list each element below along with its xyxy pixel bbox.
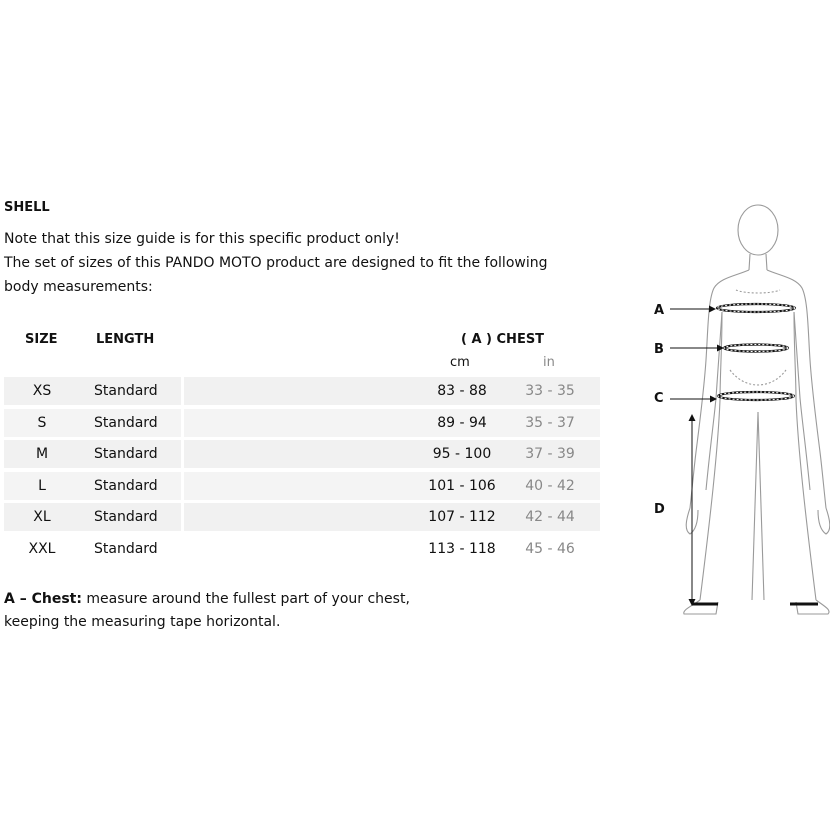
cell-in: 33 - 35 <box>525 383 575 399</box>
cell-length: Standard <box>94 509 158 525</box>
cell-size: L <box>38 477 46 494</box>
column-separator <box>181 440 184 468</box>
intro-line-1: Note that this size guide is for this specific product only! <box>4 231 400 247</box>
cell-in: 37 - 39 <box>525 446 575 462</box>
label-b: B <box>654 342 664 357</box>
label-d: D <box>654 502 665 517</box>
cell-size: S <box>37 414 47 431</box>
cell-cm: 107 - 112 <box>428 509 496 525</box>
cell-cm: 113 - 118 <box>428 540 496 557</box>
size-table <box>4 377 600 566</box>
cell-cm: 83 - 88 <box>437 383 487 399</box>
column-separator <box>181 377 184 405</box>
section-title: SHELL <box>4 200 50 215</box>
intro-line-2: The set of sizes of this PANDO MOTO product are designed to fit the following <box>4 255 548 271</box>
body-silhouette-illustration <box>640 190 830 630</box>
table-row <box>4 503 600 531</box>
cell-cm: 95 - 100 <box>432 446 492 462</box>
body-measurement-figure <box>640 190 830 630</box>
cell-cm: 89 - 94 <box>437 414 487 431</box>
intro-text <box>4 227 584 299</box>
cell-cm: 101 - 106 <box>428 477 496 494</box>
cell-length: Standard <box>94 477 158 494</box>
intro-line-3: body measurements: <box>4 279 153 295</box>
note-term: A – Chest: <box>4 591 82 607</box>
table-row <box>4 535 600 563</box>
label-a: A <box>654 303 665 318</box>
header-length: LENGTH <box>96 332 155 347</box>
cell-size: XXL <box>28 540 56 557</box>
cell-length: Standard <box>94 446 158 462</box>
cell-size: XS <box>32 383 52 399</box>
label-c: C <box>654 391 664 406</box>
note-text-2: keeping the measuring tape horizontal. <box>4 614 281 630</box>
cell-in: 42 - 44 <box>525 509 575 525</box>
cell-length: Standard <box>94 383 158 399</box>
table-row <box>4 472 600 500</box>
cell-in: 40 - 42 <box>525 477 575 494</box>
cell-in: 35 - 37 <box>525 414 575 431</box>
note-text-1: measure around the fullest part of your chest, <box>81 591 410 607</box>
table-row <box>4 377 600 405</box>
table-row <box>4 409 600 437</box>
cell-size: M <box>35 446 49 462</box>
header-chest: ( A ) CHEST <box>461 332 545 347</box>
measurement-note <box>4 588 410 634</box>
cell-in: 45 - 46 <box>525 540 575 557</box>
column-separator <box>181 472 184 500</box>
cell-length: Standard <box>94 540 158 557</box>
cell-length: Standard <box>94 414 158 431</box>
column-separator <box>181 409 184 437</box>
header-in: in <box>543 355 555 370</box>
table-row <box>4 440 600 468</box>
header-cm: cm <box>450 355 470 370</box>
cell-size: XL <box>33 509 51 525</box>
header-size: SIZE <box>25 332 58 347</box>
column-separator <box>181 503 184 531</box>
